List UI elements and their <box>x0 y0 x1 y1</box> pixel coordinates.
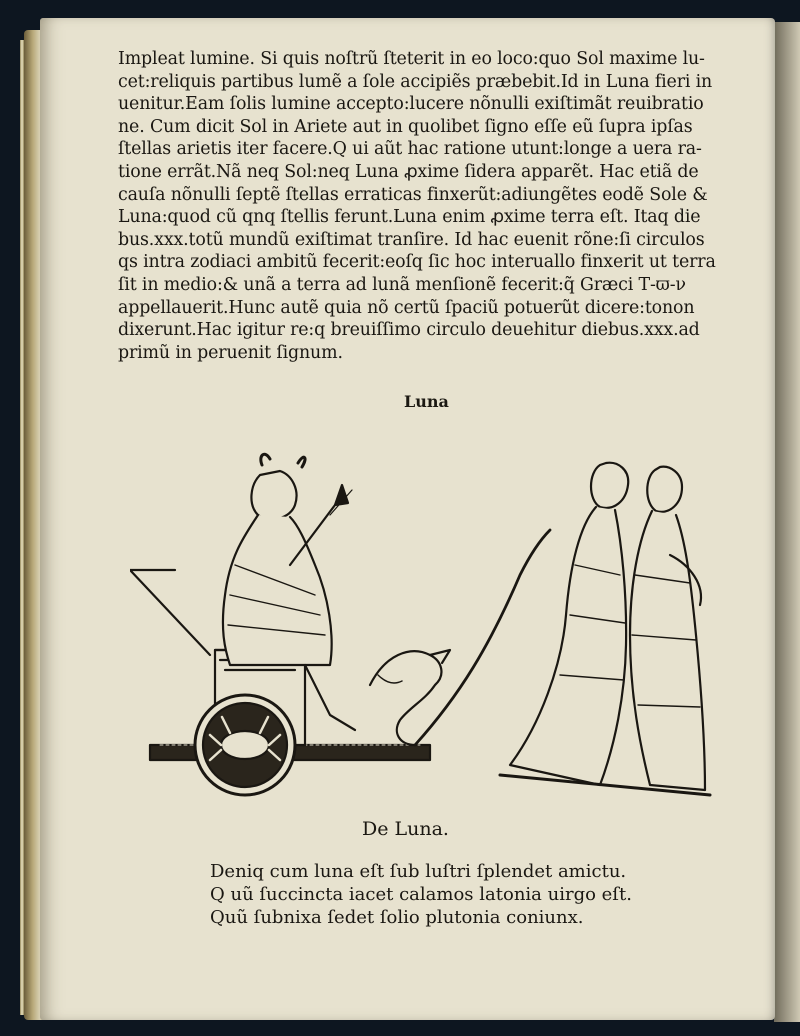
verse-line: Q uũ ſuccincta iacet calamos latonia uirgo eſt. <box>210 884 632 905</box>
text-line: qs intra zodiaci ambitũ fecerit:eoſq ſic hoc interuallo finxerit ut terra <box>118 252 716 273</box>
text-line: tione errãt.Nã neq Sol:neq Luna ꝓxime ſidera apparẽt. Hac etiã de <box>118 161 699 182</box>
text-line: uenitur.Eam ſolis lumine accepto:lucere nõnulli exiſtimãt reuibratio <box>118 94 704 115</box>
text-line: ſtellas arietis iter facere.Q ui aũt hac ratione utunt:longe a uera ra‑ <box>118 139 702 160</box>
verse-line: Quũ ſubnixa ſedet ſolio plutonia coniunx. <box>210 907 584 928</box>
text-line: cet:reliquis partibus lumẽ a ſole accipiẽs præbebit.Id in Luna fieri in <box>118 71 713 92</box>
verse-line: Deniq cum luna eſt ſub luſtri ſplendet amictu. <box>210 861 627 882</box>
text-line: Luna:quod cũ qnq ſtellis ferunt.Luna enim ꝓxime terra eſt. Itaq die <box>118 207 701 228</box>
text-line: appellauerit.Hunc autẽ quia nõ certũ ſpaciũ potuerũt dicere:tonon <box>118 297 695 318</box>
illustration-title: Luna <box>404 392 449 411</box>
text-line: Impleat lumine. Si quis noſtrũ ſteterit in eo loco:quo Sol maxime lu‑ <box>118 49 705 69</box>
text-line: primũ in peruenit ſignum. <box>118 342 343 363</box>
text-line: ſit in medio:& unã a terra ad lunã menſionẽ fecerit:q̃ Græci Τ‑ϖ‑ν <box>118 274 686 295</box>
body-text <box>118 48 738 364</box>
text-line: dixerunt.Hac igitur re:q breuiſſimo circulo deuehitur diebus.xxx.ad <box>118 320 700 341</box>
illustration-caption: De Luna. <box>362 818 449 840</box>
text-line: ne. Cum dicit Sol in Ariete aut in quolibet ſigno eſſe eũ ſupra ipſas <box>118 116 693 137</box>
text-line: cauſa nõnulli ſeptẽ ſtellas erraticas finxerũt:adiungẽtes eodẽ Sole & <box>118 184 708 205</box>
text-line: bus.xxx.totũ mundũ exiſtimat tranſire. Id hac euenit rõne:ſi circulos <box>118 229 705 250</box>
next-page-edge <box>774 22 800 1022</box>
luna-woodcut-illustration <box>130 445 715 810</box>
verse-block <box>210 860 690 929</box>
